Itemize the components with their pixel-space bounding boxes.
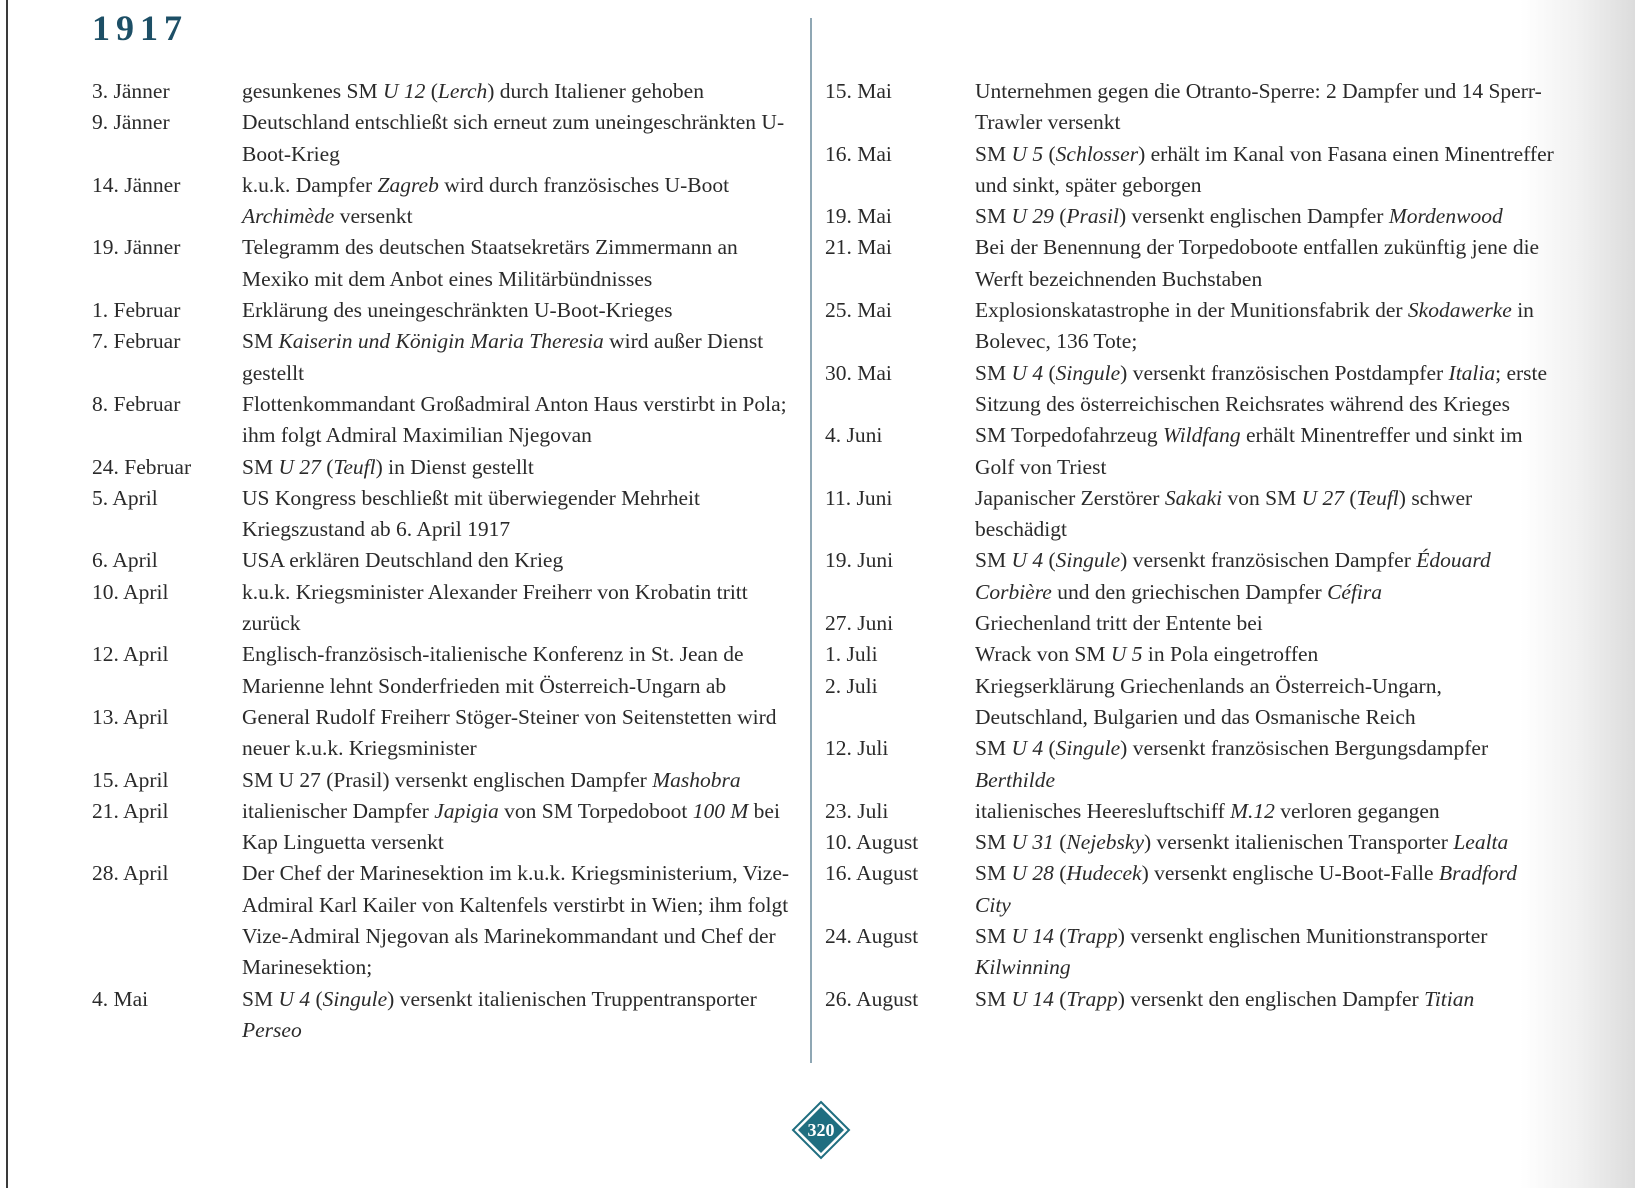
- entry-date: 1. Juli: [825, 642, 878, 667]
- italic-segment: Teufl: [333, 454, 376, 479]
- page-number: 320: [807, 1120, 835, 1140]
- text-segment: in Pola eingetroffen: [1142, 642, 1319, 667]
- italic-segment: Italia: [1448, 360, 1496, 385]
- italic-segment: Trapp: [1066, 924, 1118, 949]
- italic-segment: U 29: [1011, 204, 1054, 229]
- chronology-entry: [92, 232, 807, 295]
- italic-segment: Schlosser: [1055, 141, 1139, 166]
- text-segment: Wrack von SM: [975, 642, 1111, 667]
- entry-text: [975, 921, 1555, 984]
- entry-date: 28. April: [92, 861, 169, 886]
- entry-text: [242, 858, 807, 983]
- text-segment: in Bolevec, 136 Tote;: [975, 298, 1534, 354]
- entry-date: 14. Jänner: [92, 172, 181, 197]
- text-segment: verloren gegangen: [1274, 798, 1440, 823]
- entry-text: [975, 201, 1555, 232]
- italic-segment: U 4: [1011, 736, 1044, 761]
- italic-segment: Céfira: [1327, 579, 1383, 604]
- chronology-entry: [825, 671, 1555, 734]
- italic-segment: U 14: [1011, 986, 1054, 1011]
- text-segment: SM Torpedofahrzeug: [975, 423, 1163, 448]
- text-segment: Telegramm des deutschen Staatsekretärs Zimmermann an Mexiko mit dem Anbot eines Militärbündnisses: [242, 235, 738, 291]
- entry-date: 30. Mai: [825, 360, 892, 385]
- italic-segment: 100 M: [692, 798, 749, 823]
- italic-segment: Zagreb: [377, 172, 439, 197]
- italic-segment: Mordenwood: [1388, 204, 1503, 229]
- text-segment: Kriegserklärung Griechenlands an Österreich-Ungarn, Deutschland, Bulgarien und das Osmanische Reich: [975, 673, 1442, 729]
- text-segment: (: [320, 454, 334, 479]
- italic-segment: U 5: [1011, 141, 1044, 166]
- italic-segment: U 14: [1011, 924, 1054, 949]
- entry-text: [242, 984, 807, 1047]
- text-segment: bei Kap Linguetta versenkt: [242, 798, 780, 855]
- entry-text: [242, 170, 807, 233]
- text-segment: SM: [975, 861, 1012, 886]
- entry-text: [975, 733, 1555, 796]
- entry-text: [975, 420, 1555, 483]
- entry-text: [242, 389, 807, 452]
- chronology-entry: [825, 358, 1555, 421]
- chronology-entry: [825, 639, 1555, 670]
- text-segment: ) versenkt französischen Postdampfer: [1120, 360, 1449, 385]
- entry-text: [975, 639, 1555, 670]
- chronology-entry: [825, 608, 1555, 639]
- italic-segment: U 27: [278, 454, 321, 479]
- chronology-entry: [825, 139, 1555, 202]
- entry-date: 13. April: [92, 704, 169, 729]
- entry-date: 19. Juni: [825, 548, 894, 573]
- italic-segment: U 5: [1110, 642, 1143, 667]
- entry-text: [242, 577, 807, 640]
- italic-segment: Lerch: [437, 79, 488, 103]
- text-segment: USA erklären Deutschland den Krieg: [242, 548, 564, 573]
- text-segment: SM: [242, 454, 279, 479]
- entry-text: [975, 545, 1555, 608]
- entry-date: 9. Jänner: [92, 110, 170, 135]
- entry-date: 24. August: [825, 924, 919, 949]
- entry-date: 10. August: [825, 830, 919, 855]
- text-segment: Unternehmen gegen die Otranto-Sperre: 2 Dampfer und 14 Sperr-Trawler versenkt: [975, 79, 1542, 135]
- text-segment: (: [1053, 204, 1067, 229]
- chronology-entry: [825, 858, 1555, 921]
- text-segment: ) erhält im Kanal von Fasana einen Minentreffer und sinkt, später geborgen: [975, 141, 1554, 197]
- entry-text: [242, 295, 807, 326]
- italic-segment: Singule: [1055, 360, 1121, 385]
- text-segment: (: [1053, 986, 1067, 1011]
- entry-text: [242, 326, 807, 389]
- text-segment: k.u.k. Dampfer: [242, 172, 378, 197]
- italic-segment: Wildfang: [1162, 423, 1241, 448]
- text-segment: SM: [975, 360, 1012, 385]
- italic-segment: Mashobra: [652, 767, 741, 792]
- chronology-entry: [92, 295, 807, 326]
- text-segment: SM: [975, 204, 1012, 229]
- text-segment: SM: [242, 329, 279, 354]
- text-segment: (: [1053, 830, 1067, 855]
- entry-text: [975, 76, 1555, 139]
- italic-segment: Teufl: [1356, 485, 1399, 510]
- entry-text: [975, 483, 1555, 546]
- chronology-entry: [92, 326, 807, 389]
- entry-date: 21. Mai: [825, 235, 892, 260]
- entry-text: [975, 827, 1555, 858]
- text-segment: ) in Dienst gestellt: [375, 454, 534, 479]
- year-heading: 1917: [92, 8, 188, 48]
- text-segment: versenkt: [334, 204, 413, 229]
- chronology-entry: [92, 858, 807, 983]
- text-segment: Flottenkommandant Großadmiral Anton Haus verstirbt in Pola; ihm folgt Admiral Maximilian Njegovan: [242, 391, 787, 448]
- text-segment: ) versenkt italienischen Truppentransporter: [387, 986, 757, 1011]
- text-segment: ) versenkt französischen Dampfer: [1120, 548, 1417, 573]
- entry-date: 23. Juli: [825, 798, 889, 823]
- entry-text: [975, 608, 1555, 639]
- entry-text: [242, 483, 807, 546]
- text-segment: Griechenland tritt der Entente bei: [975, 611, 1263, 636]
- entry-text: [975, 358, 1555, 421]
- text-segment: (: [1043, 736, 1056, 761]
- text-segment: SM U 27 (Prasil) versenkt englischen Dampfer: [242, 767, 653, 792]
- italic-segment: Hudecek: [1066, 861, 1142, 886]
- italic-segment: Lealta: [1453, 830, 1509, 855]
- entry-date: 2. Juli: [825, 673, 878, 698]
- text-segment: Deutschland entschließt sich erneut zum uneingeschränkten U-Boot-Krieg: [242, 110, 785, 166]
- chronology-entry: [92, 545, 807, 576]
- entry-text: [975, 671, 1555, 734]
- chronology-entry: [92, 389, 807, 452]
- chronology-column-right: [825, 76, 1555, 1015]
- chronology-entry: [825, 545, 1555, 608]
- entry-text: [975, 796, 1555, 827]
- text-segment: ) versenkt englischen Dampfer: [1118, 204, 1389, 229]
- chronology-entry: [92, 577, 807, 640]
- entry-date: 4. Mai: [92, 986, 149, 1011]
- entry-date: 26. August: [825, 986, 919, 1011]
- entry-date: 21. April: [92, 798, 169, 823]
- entry-text: [975, 984, 1555, 1015]
- entry-date: 25. Mai: [825, 298, 892, 323]
- text-segment: (: [1043, 141, 1056, 166]
- text-segment: US Kongress beschließt mit überwiegender Mehrheit Kriegszustand ab 6. April 1917: [242, 485, 700, 542]
- italic-segment: Kaiserin und Königin Maria Theresia: [278, 329, 604, 354]
- entry-date: 6. April: [92, 548, 158, 573]
- italic-segment: Sakaki: [1164, 485, 1223, 510]
- entry-date: 11. Juni: [825, 485, 893, 510]
- italic-segment: Singule: [1055, 548, 1121, 573]
- text-segment: und den griechischen Dampfer: [1051, 579, 1328, 604]
- text-segment: General Rudolf Freiherr Stöger-Steiner von Seitenstetten wird neuer k.u.k. Kriegsminister: [242, 704, 777, 761]
- entry-text: [242, 639, 807, 702]
- chronology-entry: [825, 201, 1555, 232]
- chronology-entry: [825, 921, 1555, 984]
- entry-date: 3. Jänner: [92, 79, 170, 103]
- entry-date: 24. Februar: [92, 454, 192, 479]
- italic-segment: Archimède: [242, 204, 335, 229]
- italic-segment: Japigia: [434, 798, 499, 823]
- chronology-column-left: [92, 76, 807, 1046]
- entry-date: 15. Mai: [825, 79, 892, 103]
- italic-segment: Singule: [1055, 736, 1121, 761]
- chronology-entry: [825, 796, 1555, 827]
- text-segment: erhält Minentreffer und sinkt im Golf von Triest: [975, 423, 1523, 479]
- text-segment: (: [1344, 485, 1357, 510]
- text-segment: SM: [242, 986, 279, 1011]
- italic-segment: Nejebsky: [1066, 830, 1145, 855]
- text-segment: (: [425, 79, 438, 103]
- entry-date: 27. Juni: [825, 611, 894, 636]
- text-segment: ) versenkt englischen Munitionstransporter: [1117, 924, 1488, 949]
- entry-date: 19. Jänner: [92, 235, 181, 260]
- italic-segment: M.12: [1230, 798, 1275, 823]
- column-divider: [810, 18, 812, 1063]
- italic-segment: U 28: [1011, 861, 1054, 886]
- chronology-entry: [825, 733, 1555, 796]
- chronology-entry: [825, 232, 1555, 295]
- entry-text: [242, 765, 807, 796]
- entry-date: 7. Februar: [92, 329, 181, 354]
- text-segment: (: [1043, 548, 1056, 573]
- text-segment: Englisch-französisch-italienische Konferenz in St. Jean de Marienne lehnt Sonderfrieden mit Österreich-Ungarn ab: [242, 642, 744, 698]
- entry-text: [975, 139, 1555, 202]
- chronology-entry: [92, 796, 807, 859]
- entry-text: [975, 295, 1555, 358]
- page-number-badge: [791, 1100, 851, 1160]
- entry-date: 12. Juli: [825, 736, 889, 761]
- chronology-entry: [92, 639, 807, 702]
- entry-date: 16. Mai: [825, 141, 892, 166]
- entry-text: [242, 452, 807, 483]
- text-segment: ) durch Italiener gehoben: [487, 79, 704, 103]
- text-segment: wird außer Dienst gestellt: [242, 329, 764, 385]
- chronology-entry: [825, 827, 1555, 858]
- entry-date: 10. April: [92, 579, 169, 604]
- italic-segment: Perseo: [242, 1017, 302, 1042]
- entry-date: 4. Juni: [825, 423, 883, 448]
- chronology-entry: [92, 765, 807, 796]
- italic-segment: U 12: [382, 79, 426, 103]
- chronology-entry: [92, 483, 807, 546]
- italic-segment: U 4: [1011, 548, 1044, 573]
- italic-segment: Bradford City: [975, 861, 1517, 917]
- text-segment: ) versenkt den englischen Dampfer: [1117, 986, 1425, 1011]
- italic-segment: U 27: [1301, 485, 1344, 510]
- text-segment: SM: [975, 548, 1012, 573]
- entry-text: [242, 76, 807, 107]
- text-segment: (: [310, 986, 323, 1011]
- chronology-entry: [92, 107, 807, 170]
- text-segment: von SM Torpedoboot: [498, 798, 693, 823]
- entry-date: 1. Februar: [92, 298, 181, 323]
- entry-text: [975, 858, 1555, 921]
- text-segment: gesunkenes SM: [242, 79, 383, 103]
- text-segment: Bei der Benennung der Torpedoboote entfallen zukünftig jene die Werft bezeichnenden Buchstaben: [975, 235, 1540, 291]
- text-segment: SM: [975, 986, 1012, 1011]
- italic-segment: Édouard Corbière: [975, 548, 1491, 604]
- chronology-entry: [92, 170, 807, 233]
- italic-segment: Skodawerke: [1407, 298, 1512, 323]
- chronology-entry: [825, 483, 1555, 546]
- text-segment: ) schwer beschädigt: [975, 485, 1473, 542]
- italic-segment: Kilwinning: [975, 955, 1071, 980]
- text-segment: SM: [975, 924, 1012, 949]
- italic-segment: Singule: [322, 986, 388, 1011]
- entry-date: 15. April: [92, 767, 169, 792]
- text-segment: Der Chef der Marinesektion im k.u.k. Kriegsministerium, Vize-Admiral Karl Kailer von Kaltenfels verstirbt in Wien; ihm folgt Vize-Admiral Njegovan als Marinekommandant und Chef der Marinesektion;: [242, 861, 790, 980]
- text-segment: ) versenkt italienischen Transporter: [1144, 830, 1454, 855]
- text-segment: ) versenkt englische U-Boot-Falle: [1141, 861, 1439, 886]
- italic-segment: Berthilde: [975, 767, 1056, 792]
- page-edge-line: [6, 0, 8, 1188]
- text-segment: italienischer Dampfer: [242, 798, 435, 823]
- text-segment: von SM: [1222, 485, 1302, 510]
- text-segment: (: [1043, 360, 1056, 385]
- entry-text: [242, 232, 807, 295]
- chronology-entry: [92, 76, 807, 107]
- entry-date: 19. Mai: [825, 204, 892, 229]
- chronology-entry: [825, 984, 1555, 1015]
- text-segment: SM: [975, 736, 1012, 761]
- text-segment: italienisches Heeresluftschiff: [975, 798, 1231, 823]
- entry-date: 12. April: [92, 642, 169, 667]
- entry-text: [975, 232, 1555, 295]
- chronology-entry: [92, 452, 807, 483]
- text-segment: (: [1053, 924, 1067, 949]
- text-segment: ; erste Sitzung des österreichischen Reichsrates während des Krieges: [975, 360, 1548, 416]
- chronology-entry: [92, 984, 807, 1047]
- entry-date: 8. Februar: [92, 391, 181, 416]
- entry-text: [242, 796, 807, 859]
- italic-segment: U 4: [278, 986, 311, 1011]
- entry-text: [242, 702, 807, 765]
- italic-segment: Trapp: [1066, 986, 1118, 1011]
- entry-text: [242, 107, 807, 170]
- text-segment: (: [1053, 861, 1067, 886]
- text-segment: SM: [975, 830, 1012, 855]
- chronology-entry: [825, 76, 1555, 139]
- text-segment: k.u.k. Kriegsminister Alexander Freiherr von Krobatin tritt zurück: [242, 579, 748, 636]
- text-segment: Japanischer Zerstörer: [975, 485, 1165, 510]
- text-segment: Erklärung des uneingeschränkten U-Boot-Krieges: [242, 298, 673, 323]
- text-segment: SM: [975, 141, 1012, 166]
- italic-segment: U 31: [1011, 830, 1054, 855]
- entry-date: 16. August: [825, 861, 919, 886]
- italic-segment: U 4: [1011, 360, 1044, 385]
- italic-segment: Prasil: [1066, 204, 1119, 229]
- italic-segment: Titian: [1424, 986, 1475, 1011]
- chronology-entry: [825, 420, 1555, 483]
- text-segment: wird durch französisches U-Boot: [438, 172, 730, 197]
- entry-date: 5. April: [92, 485, 158, 510]
- chronology-entry: [92, 702, 807, 765]
- entry-text: [242, 545, 807, 576]
- text-segment: Explosionskatastrophe in der Munitionsfabrik der: [975, 298, 1408, 323]
- text-segment: ) versenkt französischen Bergungsdampfer: [1120, 736, 1489, 761]
- chronology-entry: [825, 295, 1555, 358]
